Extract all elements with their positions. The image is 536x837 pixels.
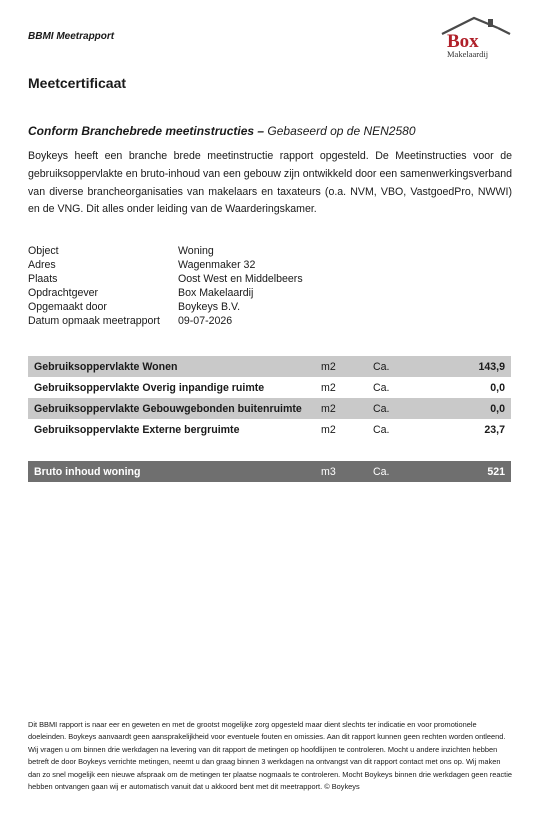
- measure-unit: m2: [321, 423, 336, 436]
- volume-table: [28, 461, 511, 482]
- measure-label: Gebruiksoppervlakte Wonen: [28, 356, 315, 377]
- measure-unit: m2: [321, 381, 336, 394]
- table-row: [28, 377, 511, 398]
- info-row: [28, 315, 303, 329]
- measure-approx: Ca.: [373, 423, 390, 436]
- table-row: [28, 356, 511, 377]
- volume-approx: Ca.: [367, 461, 439, 482]
- subheading: [28, 124, 416, 138]
- info-label: Plaats: [28, 272, 58, 285]
- table-row: [28, 398, 511, 419]
- report-title: BBMI Meetrapport: [28, 31, 115, 42]
- table-row: [28, 419, 511, 440]
- info-label: Opgemaakt door: [28, 300, 107, 313]
- volume-unit: m3: [315, 461, 367, 482]
- intro-paragraph: Boykeys heeft een branche brede meetinstructie rapport opgesteld. De Meetinstructies voor de gebruiksoppervlakte en bruto-inhoud van een gebouw zijn ontwikkeld door een samenwerkingsverband van diverse brancheorganisaties van makelaars en taxateurs (o.a. NVM, VBO, VastgoedPro, NWWI) en de VNG. Dit alles onder leiding van de Waarderingskamer.: [28, 150, 512, 216]
- measure-value: 0,0: [490, 381, 505, 394]
- box-makelaardij-logo: [438, 14, 514, 60]
- info-value: Woning: [178, 245, 214, 257]
- info-label: Opdrachtgever: [28, 286, 99, 299]
- measure-value: 143,9: [439, 356, 511, 377]
- svg-text:Box: Box: [447, 31, 479, 52]
- object-info: [28, 245, 303, 328]
- volume-label: Bruto inhoud woning: [28, 461, 315, 482]
- measure-unit: m2: [315, 398, 367, 419]
- info-value: Box Makelaardij: [178, 286, 254, 299]
- measure-label: Gebruiksoppervlakte Externe bergruimte: [34, 423, 240, 436]
- info-value: Oost West en Middelbeers: [178, 272, 303, 285]
- info-label: Object: [28, 245, 59, 257]
- info-row: [28, 245, 303, 259]
- measure-unit: m2: [315, 356, 367, 377]
- volume-value: 521: [439, 461, 511, 482]
- info-row: [28, 259, 303, 273]
- info-label: Adres: [28, 258, 56, 271]
- table-row: [28, 461, 511, 482]
- measure-approx: Ca.: [367, 356, 439, 377]
- info-row: [28, 273, 303, 287]
- measure-label: Gebruiksoppervlakte Overig inpandige ruimte: [34, 381, 265, 394]
- info-label: Datum opmaak meetrapport: [28, 314, 160, 327]
- measure-approx: Ca.: [373, 381, 390, 394]
- info-row: [28, 301, 303, 315]
- measure-approx: Ca.: [367, 398, 439, 419]
- info-value: Wagenmaker 32: [178, 258, 256, 271]
- svg-text:Makelaardij: Makelaardij: [447, 49, 489, 59]
- page-heading: Meetcertificaat: [28, 75, 127, 91]
- info-value: Boykeys B.V.: [178, 300, 241, 313]
- measure-label: Gebruiksoppervlakte Gebouwgebonden buitenruimte: [28, 398, 315, 419]
- info-value: 09-07-2026: [178, 314, 233, 327]
- disclaimer-text: Dit BBMI rapport is naar eer en geweten en met de grootst mogelijke zorg opgesteld maar dient slechts ter indicatie en voor promotionele doeleinden. Boykeys aanvaardt geen aansprakelijkheid voor eventuele fouten en omissies. Aan dit rapport kunnen geen rechten worden ontleend. Wij vragen u om binnen drie werkdagen na levering van dit rapport de metingen op hoofdlijnen te controleren. Mocht u andere inzichten hebben betreft de door Boykeys verrichte metingen, neemt u dan graag binnen 3 werkdagen na ontvangst van dit rapport contact met ons op. Wij maken dan zo snel mogelijk een nieuwe afspraak om de metingen ter plaatse nogmaals te controleren. Mocht Boykeys binnen drie werkdagen geen reactie hebben ontvangen gaan wij er automatisch vanuit dat u akkoord bent met dit meetrapport. © Boykeys: [28, 720, 512, 792]
- subheading-rest: Gebaseerd op de NEN2580: [264, 124, 416, 138]
- measure-value: 23,7: [484, 423, 505, 436]
- subheading-bold: Conform Branchebrede meetinstructies –: [28, 124, 265, 138]
- measure-value: 0,0: [439, 398, 511, 419]
- surface-table: [28, 356, 511, 440]
- info-row: [28, 287, 303, 301]
